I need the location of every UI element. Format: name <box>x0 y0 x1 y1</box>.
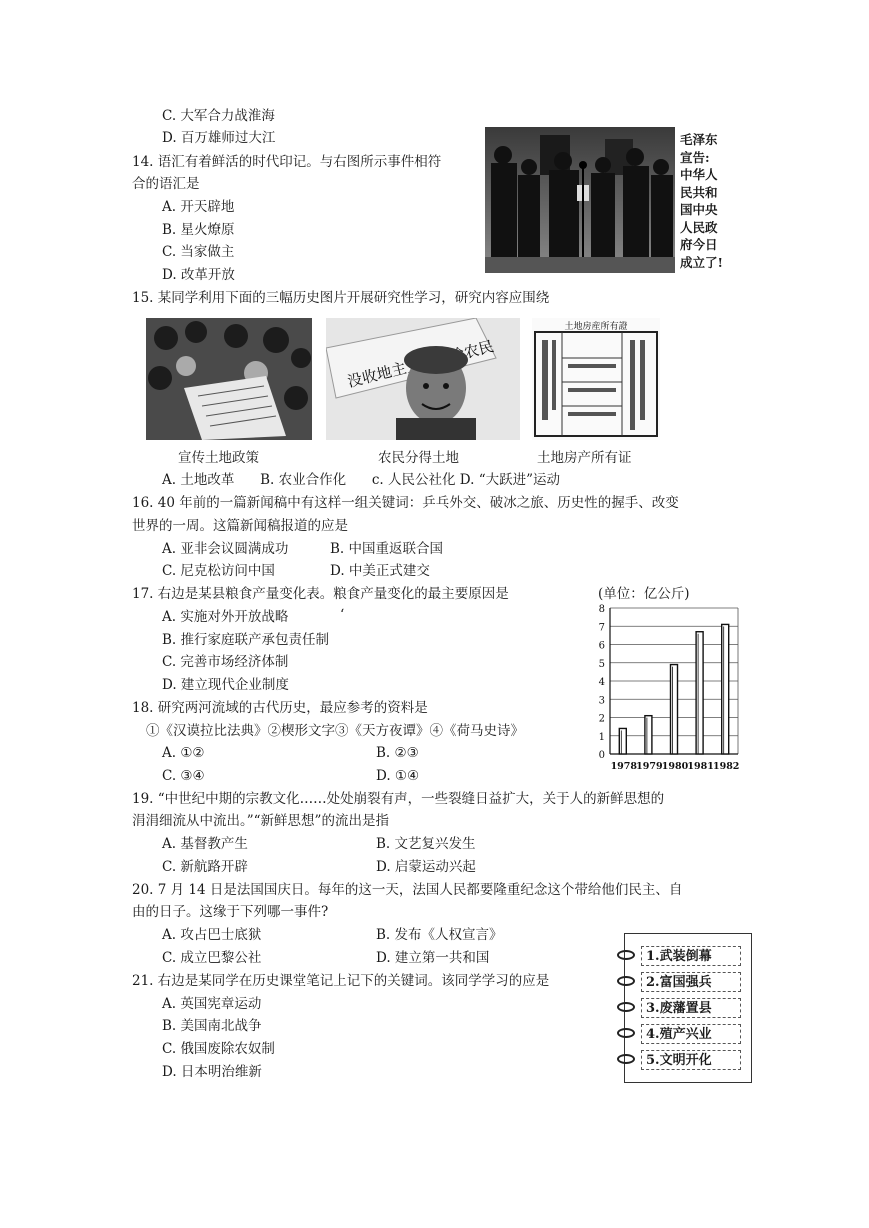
x-tick-label: 1980 <box>661 761 689 772</box>
q16-option-a: A. 亚非会议圆满成功 <box>162 541 289 557</box>
q21-option-d: D. 日本明治维新 <box>162 1064 262 1080</box>
q13-option-c: C. 大军合力战淮海 <box>162 108 275 124</box>
notebook-keywords <box>624 933 752 1083</box>
founding-ceremony-photo <box>485 127 675 273</box>
note-item: 5.文明开化 <box>641 1050 741 1070</box>
photo-caption: 毛泽东 宣告: 中华人 民共和 国中央 人民政 府今日 成立了! <box>680 132 723 270</box>
q16-option-c: C. 尼克松访问中国 <box>162 563 275 579</box>
y-tick-label: 5 <box>598 658 605 670</box>
ring-icon <box>617 1002 635 1012</box>
caption-land-certificate: 土地房产所有证 <box>537 450 632 466</box>
bar <box>619 728 626 754</box>
q14-stem-line1: 14. 语汇有着鲜活的时代印记。与右图所示事件相符 <box>132 154 442 170</box>
certificate-title: 土地房産所有證 <box>564 322 628 332</box>
q20-stem-line1: 20. 7 月 14 日是法国国庆日。每年的这一天，法国人民都要隆重纪念这个带给他们民主、自 <box>132 882 683 898</box>
q16-stem-line1: 16. 40 年前的一篇新闻稿中有这样一组关键词：乒乓外交、破冰之旅、历史性的握手、改变 <box>132 495 679 511</box>
caption-peasant-land: 农民分得土地 <box>378 450 459 466</box>
note-item: 4.殖产兴业 <box>641 1024 741 1044</box>
q20-option-b: B. 发布《人权宣言》 <box>376 927 503 943</box>
y-tick-label: 2 <box>598 713 605 725</box>
q19-option-b: B. 文艺复兴发生 <box>376 836 476 852</box>
q17-option-d: D. 建立现代企业制度 <box>162 677 289 693</box>
q15-stem: 15. 某同学利用下面的三幅历史图片开展研究性学习，研究内容应围绕 <box>132 290 550 306</box>
y-tick-label: 3 <box>598 695 605 707</box>
note-item: 3.废藩置县 <box>641 998 741 1018</box>
q18-stem: 18. 研究两河流域的古代历史，最应参考的资料是 <box>132 700 428 716</box>
q13-option-d: D. 百万雄师过大江 <box>162 130 276 146</box>
ring-icon <box>617 1054 635 1064</box>
y-tick-label: 4 <box>598 677 605 688</box>
q18-option-b: B. ②③ <box>376 745 419 761</box>
q17-option-c: C. 完善市场经济体制 <box>162 654 289 670</box>
note-item: 2.富国强兵 <box>641 972 741 992</box>
q20-option-d: D. 建立第一共和国 <box>376 950 490 966</box>
q20-option-c: C. 成立巴黎公社 <box>162 950 262 966</box>
land-certificate-photo <box>532 318 660 440</box>
bar <box>722 624 729 754</box>
y-tick-label: 1 <box>598 731 605 743</box>
q21-option-b: B. 美国南北战争 <box>162 1018 262 1034</box>
q17-stem: 17. 右边是某县粮食产量变化表。粮食产量变化的最主要原因是 <box>132 586 509 602</box>
q18-option-a: A. ①② <box>162 745 205 761</box>
q16-option-d: D. 中美正式建交 <box>330 563 430 579</box>
q19-stem-line1: 19. “中世纪中期的宗教文化……处处崩裂有声，一些裂缝日益扩大，关于人的新鲜思想的 <box>132 791 665 807</box>
q16-stem-line2: 世界的一周。这篇新闻稿报道的应是 <box>132 518 348 534</box>
q21-stem: 21. 右边是某同学在历史课堂笔记上记下的关键词。该同学学习的应是 <box>132 973 550 989</box>
q19-stem-line2: 涓涓细流从中流出。”“新鲜思想”的流出是指 <box>132 813 389 829</box>
q14-stem-line2: 合的语汇是 <box>132 176 200 192</box>
land-policy-photo <box>146 318 312 440</box>
q16-option-b: B. 中国重返联合国 <box>330 541 444 557</box>
bar <box>671 665 678 754</box>
q18-items: ①《汉谟拉比法典》②楔形文字③《天方夜谭》④《荷马史诗》 <box>146 723 524 739</box>
q19-option-a: A. 基督教产生 <box>162 836 248 852</box>
x-tick-label: 1982 <box>712 761 740 772</box>
x-tick-label: 1981 <box>687 761 714 772</box>
q14-option-b: B. 星火燎原 <box>162 222 235 238</box>
q21-option-a: A. 英国宪章运动 <box>162 996 262 1012</box>
ring-icon <box>617 950 635 960</box>
caption-land-policy: 宣传土地政策 <box>178 450 259 466</box>
bar <box>696 632 703 754</box>
q14-option-c: C. 当家做主 <box>162 244 235 260</box>
y-tick-label: 0 <box>598 750 605 761</box>
q19-option-c: C. 新航路开辟 <box>162 859 248 875</box>
q17-option-a: A. 实施对外开放战略 <box>162 609 289 625</box>
q21-option-c: C. 俄国废除农奴制 <box>162 1041 275 1057</box>
note-item: 1.武装倒幕 <box>641 946 741 966</box>
y-tick-label: 8 <box>598 604 605 615</box>
q18-option-c: C. ③④ <box>162 768 205 784</box>
stray-mark: ‘ <box>340 607 345 623</box>
x-tick-label: 1979 <box>636 761 663 772</box>
q17-option-b: B. 推行家庭联产承包责任制 <box>162 632 330 648</box>
q19-option-d: D. 启蒙运动兴起 <box>376 859 476 875</box>
q14-option-a: A. 开天辟地 <box>162 199 235 215</box>
chart-title: (单位：亿公斤) <box>598 586 690 602</box>
x-tick-label: 1978 <box>610 761 638 772</box>
y-tick-label: 6 <box>598 640 605 652</box>
q20-stem-line2: 由的日子。这缘于下列哪一事件? <box>132 904 329 920</box>
grain-output-chart <box>592 602 742 774</box>
q14-option-d: D. 改革开放 <box>162 267 235 283</box>
bar <box>645 716 652 754</box>
q18-option-d: D. ①④ <box>376 768 420 784</box>
y-tick-label: 7 <box>598 622 605 634</box>
q15-options: A. 土地改革 B. 农业合作化 c. 人民公社化 D. “大跃进”运动 <box>162 472 560 488</box>
ring-icon <box>617 1028 635 1038</box>
ring-icon <box>617 976 635 986</box>
q20-option-a: A. 攻占巴士底狱 <box>162 927 262 943</box>
peasant-land-photo <box>326 318 520 440</box>
